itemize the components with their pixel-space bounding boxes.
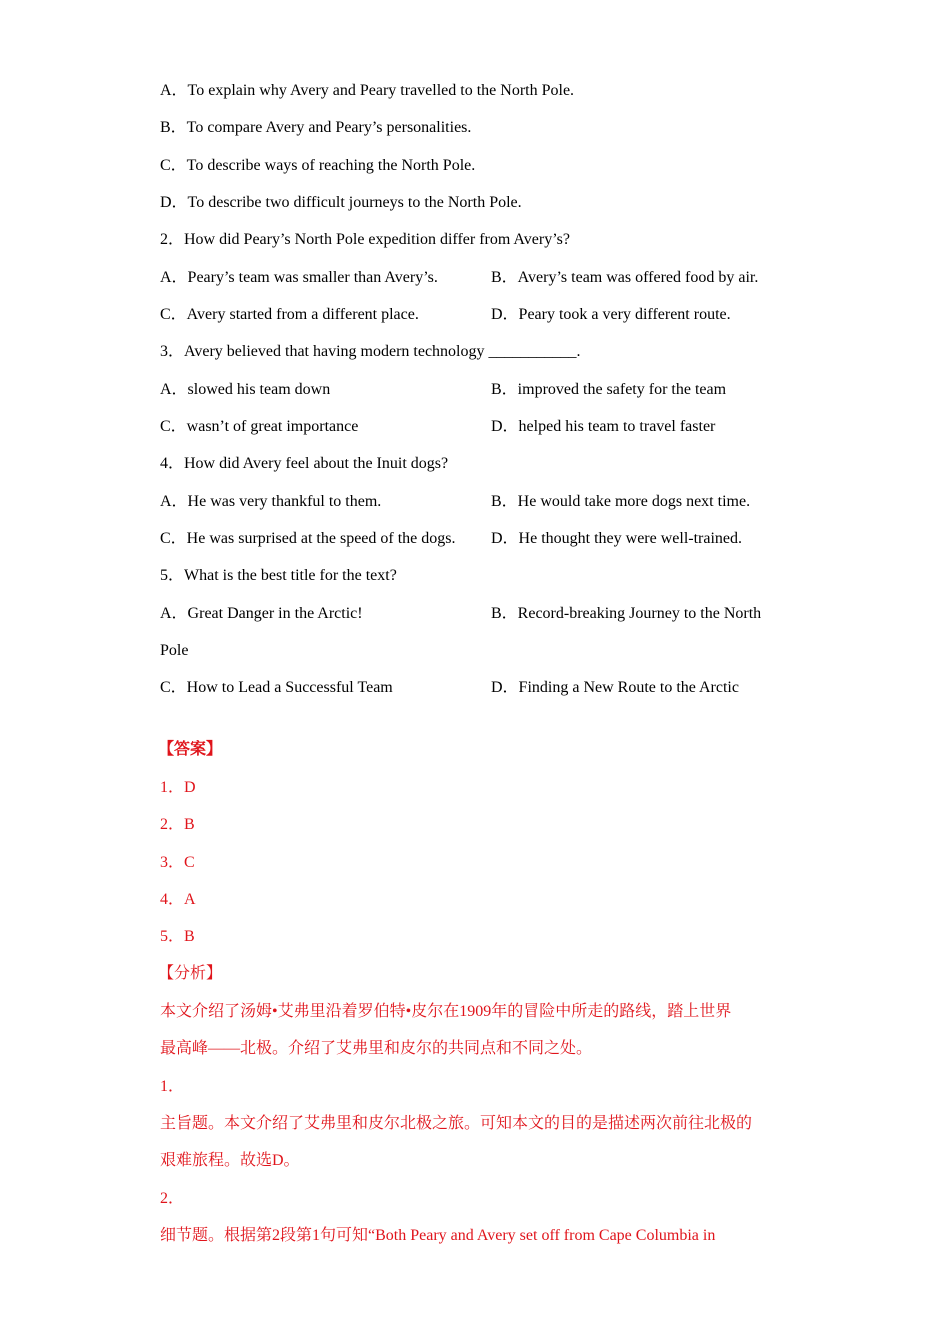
q5-stem: 5．What is the best title for the text? [160, 567, 397, 584]
q3-option-a: A．slowed his team down [160, 381, 331, 398]
analysis-2-line-1: 细节题。根据第2段第1句可知“Both Peary and Avery set off from Cape Columbia in [160, 1227, 716, 1244]
q5-option-b: B．Record-breaking Journey to the North [491, 605, 762, 622]
analysis-number-2: 2． [160, 1190, 185, 1207]
q2-stem: 2．How did Peary’s North Pole expedition differ from Avery’s? [160, 231, 571, 248]
q1-option-c: C．To describe ways of reaching the North Pole. [160, 157, 476, 174]
q2-option-b: B．Avery’s team was offered food by air. [491, 269, 759, 286]
q3-option-d: D．helped his team to travel faster [491, 418, 716, 435]
q4-option-c: C．He was surprised at the speed of the dogs. [160, 530, 456, 547]
answer-item-2: 2．B [160, 816, 195, 833]
analysis-intro-line-2: 最高峰——北极。介绍了艾弗里和皮尔的共同点和不同之处。 [160, 1040, 593, 1057]
analysis-number-1: 1． [160, 1078, 185, 1095]
q3-stem: 3．Avery believed that having modern technology ___________. [160, 343, 581, 360]
q4-option-b: B．He would take more dogs next time. [491, 493, 751, 510]
q4-option-d: D．He thought they were well-trained. [491, 530, 743, 547]
analysis-heading: 【分析】 [158, 965, 223, 982]
answer-item-1: 1．D [160, 779, 196, 796]
q5-option-b-continued: Pole [160, 642, 189, 659]
analysis-1-line-1: 主旨题。本文介绍了艾弗里和皮尔北极之旅。可知本文的目的是描述两次前往北极的 [160, 1115, 753, 1132]
answer-item-4: 4．A [160, 891, 196, 908]
analysis-intro-line-1: 本文介绍了汤姆•艾弗里沿着罗伯特•皮尔在1909年的冒险中所走的路线，踏上世界 [160, 1003, 732, 1020]
answer-item-3: 3．C [160, 854, 195, 871]
answer-item-5: 5．B [160, 928, 195, 945]
answers-heading: 【答案】 [158, 741, 223, 758]
q4-option-a: A．He was very thankful to them. [160, 493, 382, 510]
q5-option-d: D．Finding a New Route to the Arctic [491, 679, 739, 696]
q1-option-b: B．To compare Avery and Peary’s personalities. [160, 119, 472, 136]
q2-option-c: C．Avery started from a different place. [160, 306, 419, 323]
q5-option-c: C．How to Lead a Successful Team [160, 679, 393, 696]
q4-stem: 4．How did Avery feel about the Inuit dogs? [160, 455, 449, 472]
q1-option-d: D．To describe two difficult journeys to the North Pole. [160, 194, 522, 211]
q2-option-d: D．Peary took a very different route. [491, 306, 731, 323]
q1-option-a: A．To explain why Avery and Peary travelled to the North Pole. [160, 82, 575, 99]
analysis-1-line-2: 艰难旅程。故选D。 [160, 1152, 300, 1169]
q5-option-a: A．Great Danger in the Arctic! [160, 605, 363, 622]
q3-option-c: C．wasn’t of great importance [160, 418, 359, 435]
q3-option-b: B．improved the safety for the team [491, 381, 727, 398]
q2-option-a: A．Peary’s team was smaller than Avery’s. [160, 269, 438, 286]
